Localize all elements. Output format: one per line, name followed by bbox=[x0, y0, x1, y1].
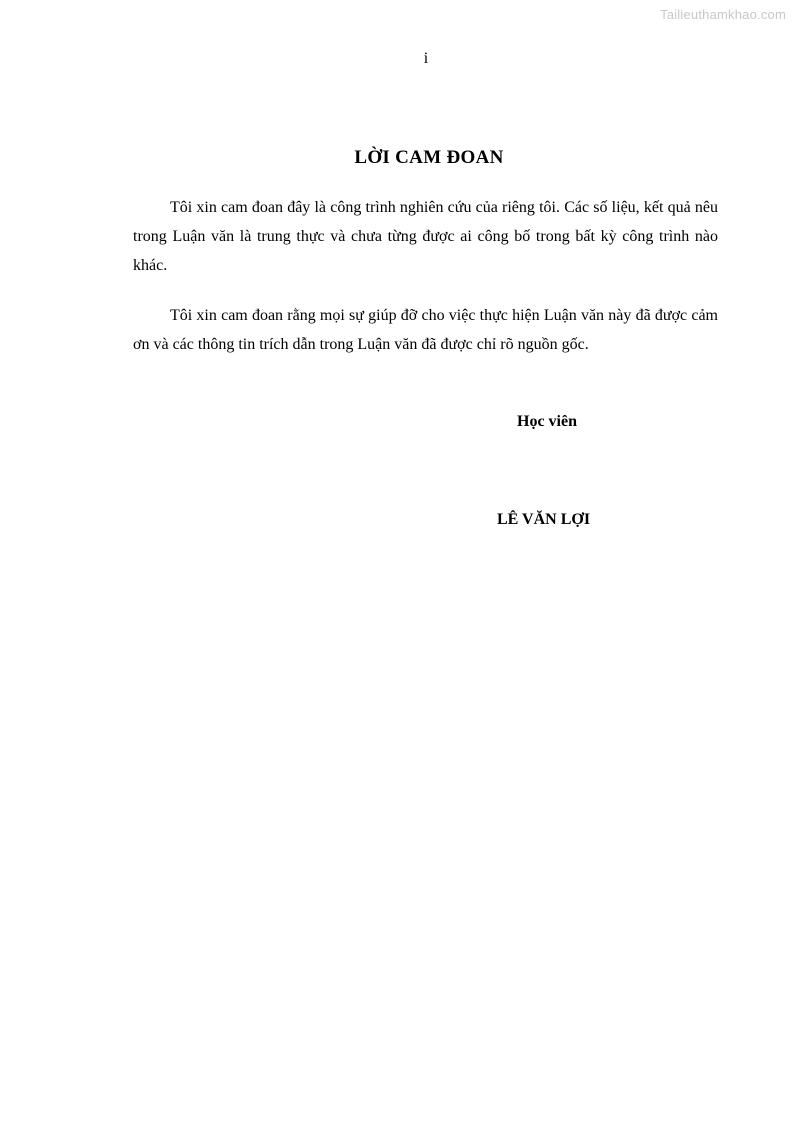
page-title: LỜI CAM ĐOAN bbox=[354, 147, 504, 168]
signer-role: Học viên bbox=[517, 413, 577, 430]
watermark-text: Tailieuthamkhao.com bbox=[660, 7, 786, 22]
declaration-paragraph-1: Tôi xin cam đoan đây là công trình nghiên cứu của riêng tôi. Các số liệu, kết quả nêu trong Luận văn là trung thực và chưa từng được ai công bố trong bất kỳ công trình nào khác. bbox=[133, 199, 718, 274]
signer-name: LÊ VĂN LỢI bbox=[497, 511, 591, 528]
page-number: i bbox=[423, 50, 429, 67]
declaration-paragraph-2: Tôi xin cam đoan rằng mọi sự giúp đỡ cho việc thực hiện Luận văn này đã được cảm ơn và các thông tin trích dẫn trong Luận văn đã được chỉ rõ nguồn gốc. bbox=[133, 307, 718, 353]
